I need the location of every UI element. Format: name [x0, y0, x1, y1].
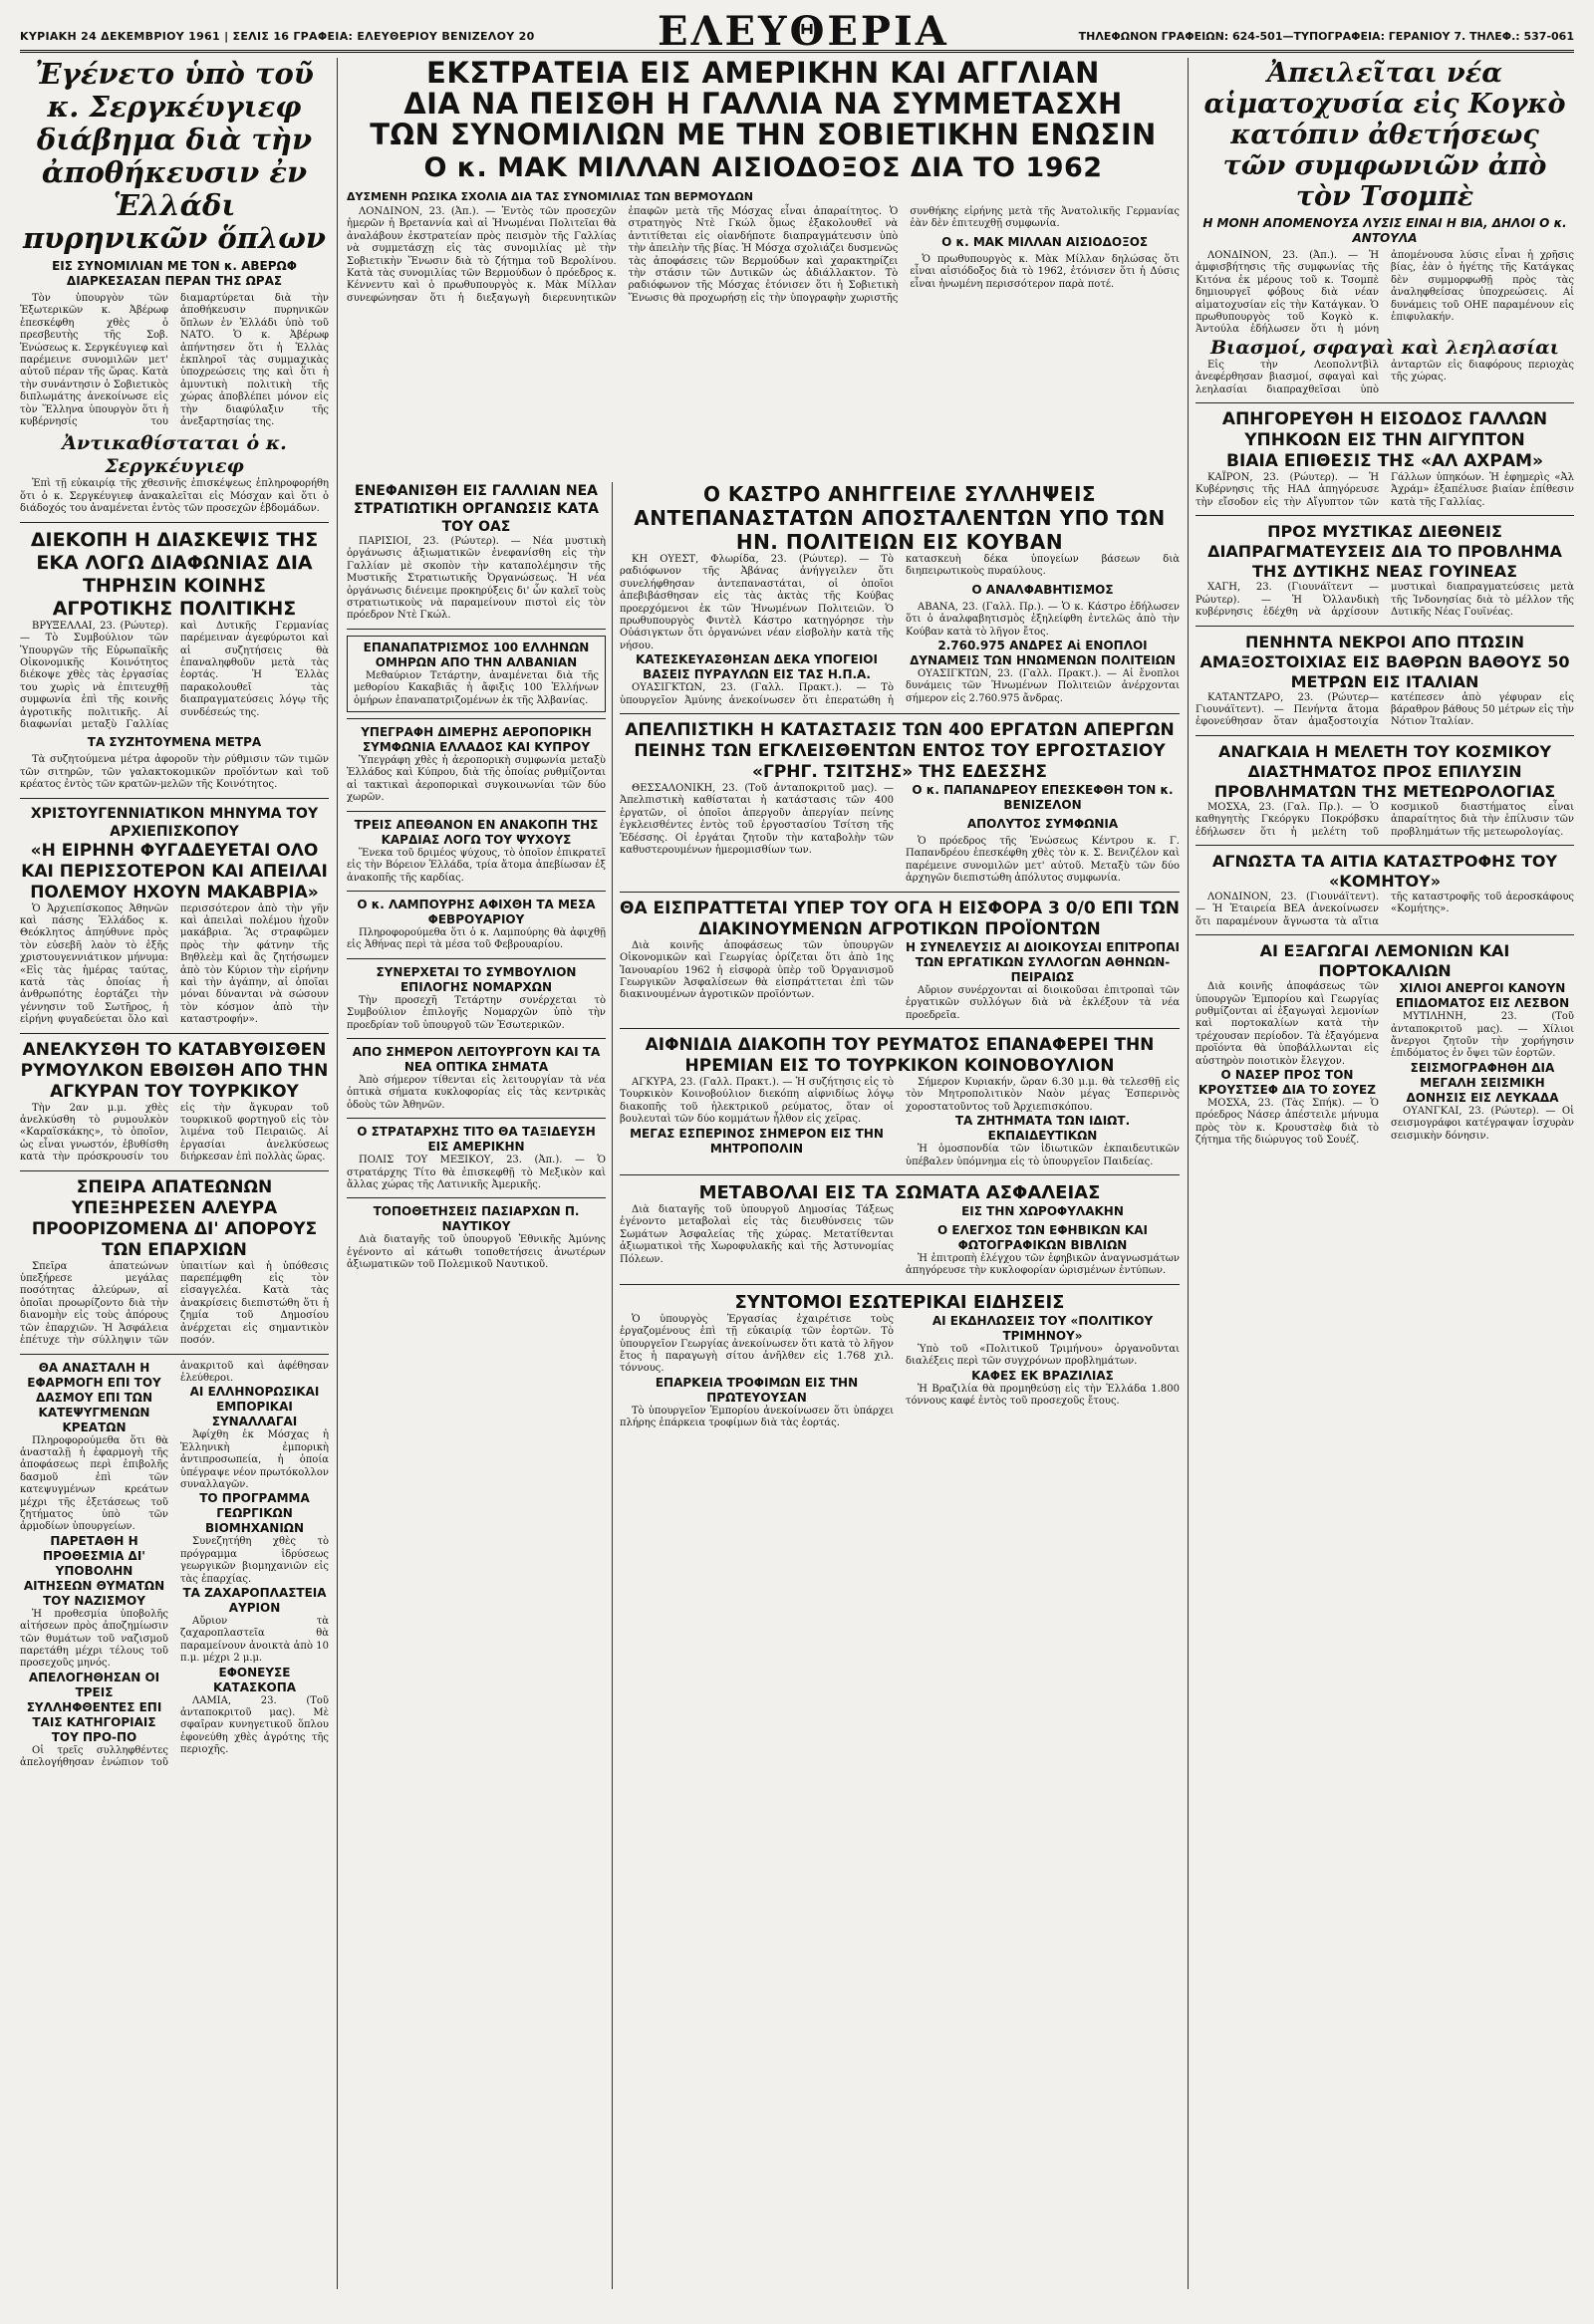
- newspaper-page: [20, 8, 1574, 2295]
- article-text: Διὰ διαταγῆς τοῦ ὑπουργοῦ Δημοσίας Τάξεως ἐγένοντο μεταβολαὶ εἰς τὰς διευθύνσεις τῶν Σωμάτων Ἀσφαλείας τῆς χώρας. Μετατίθενται ἀξιωματικοὶ τῆς Χωροφυλακῆς καὶ τῆς Ἀστυνομίας Πόλεων.: [620, 1203, 894, 1265]
- article-text: Αὔριον συνέρχονται αἱ διοικοῦσαι ἐπιτροπαὶ τῶν ἐργατικῶν συλλόγων διὰ νὰ ἐκλέξουν τὰ νέα προεδρεῖα.: [906, 984, 1180, 1021]
- article-text: ΛΑΜΙΑ, 23. (Τοῦ ἀνταποκριτοῦ μας). Μὲ σφαῖραν κυνηγετικοῦ ὅπλου ἐφονεύθη χθὲς ἀγρότης τῆς περιοχῆς.: [180, 1694, 329, 1756]
- article-text: ΧΑΓΗ, 23. (Γιουνάϊτεντ — Ρώυτερ). — Ἡ Ὀλλανδικὴ κυβέρνησις ἐδέχθη νὰ ἀρχίσουν μυστικαὶ διαπραγματεύσεις μετὰ τῆς Ἰνδονησίας διὰ τὸ μέλλον τῆς Δυτικῆς Νέας Γουϊνέας.: [1196, 582, 1574, 619]
- article-text: Ὁ πρόεδρος τῆς Ἑνώσεως Κέντρου κ. Γ. Παπανδρέου ἐπεσκέφθη χθὲς τὸν κ. Σ. Βενιζέλον καὶ παρέμεινε συνομιλῶν μετ' αὐτοῦ. Μεταξὺ τῶν δύο ἀρχηγῶν διεπιστώθη ἀπόλυτος συμφωνία.: [906, 836, 1180, 885]
- headline-congo: Ἀπειλεῖται νέα αἱματοχυσία εἰς Κογκὸ κατόπιν ἀθετήσεως τῶν συμφωνιῶν ἀπὸ τὸν Τσομπὲ: [1203, 58, 1566, 212]
- article-text: Ἀφίχθη ἐκ Μόσχας ἡ Ἑλληνικὴ ἐμπορικὴ ἀντιπροσωπεία, ἡ ὁποία ὑπέγραψε νέον πρωτόκολλον συναλλαγῶν.: [180, 1429, 329, 1490]
- headline-nazism-victims: ΠΑΡΕΤΑΘΗ Η ΠΡΟΘΕΣΜΙΑ ΔΙ' ΥΠΟΒΟΛΗΝ ΑΙΤΗΣΕΩΝ ΘΥΜΑΤΩΝ ΤΟΥ ΝΑΖΙΣΜΟΥ: [23, 1533, 165, 1608]
- article-text: Ἕνεκα τοῦ δριμέος ψύχους, τὸ ὁποῖον ἐπικρατεῖ εἰς τὴν Βόρειον Ἑλλάδα, τρία ἄτομα ἀπεβίωσαν ἐξ ἀνακοπῆς τῆς καρδίας.: [347, 847, 606, 884]
- main-banner: [347, 58, 1180, 305]
- article-text: ΚΑΤΑΝΤΖΑΡΟ, 23. (Ρώυτερ—Γιουνάϊτεντ). — Πενήντα ἄτομα ἐφονεύθησαν ὅταν ἀμαξοστοιχία κατέπεσεν ἀπὸ γέφυραν εἰς βάραθρον βάθους 50 μέτρων εἰς τὴν Νότιον Ἰταλίαν.: [1196, 691, 1574, 728]
- article-text: ΚΑΪΡΟΝ, 23. (Ρώυτερ). — Ἡ Κυβέρνησις τῆς ΗΑΔ ἀπηγόρευσε τὴν εἴσοδον εἰς τὴν Αἴγυπτον τῶν Γάλλων ὑπηκόων. Ἡ ἐφημερὶς «Ἀλ Ἀχράμ» ἐξαπέλυσε βιαίαν ἐπίθεσιν κατὰ τῆς Γαλλίας.: [1196, 472, 1574, 508]
- article-text: Ὑπὸ τοῦ «Πολιτικοῦ Τριμήνου» ὀργανοῦνται διαλέξεις περὶ τῶν συγχρόνων προβλημάτων.: [906, 1343, 1180, 1368]
- article-text: Μεθαύριον Τετάρτην, ἀναμένεται διὰ τῆς μεθορίου Κακαβιᾶς ἡ ἄφιξις 100 Ἑλλήνων ὁμήρων ἐπαναπατριζομένων ἐκ τῆς Ἀλβανίας.: [354, 669, 599, 706]
- article-text: Σήμερον Κυριακήν, ὥραν 6.30 μ.μ. θὰ τελεσθῇ εἰς τὸν Μητροπολιτικὸν Ναὸν μέγας Ἑσπερινὸς χοροστατοῦντος τοῦ Ἀρχιεπισκόπου.: [906, 1076, 1180, 1113]
- headline-tugboat: ΑΝΕΛΚΥΣΘΗ ΤΟ ΚΑΤΑΒΥΘΙΣΘΕΝ ΡΥΜΟΥΛΚΟΝ ΕΒΘΙΣΘΗ ΑΠΟ ΤΗΝ ΑΓΚΥΡΑΝ ΤΟΥ ΤΟΥΡΚΙΚΟΥ: [20, 1039, 329, 1102]
- article-text: ΠΑΡΙΣΙΟΙ, 23. (Ρώυτερ). — Νέα μυστικὴ ὀργάνωσις ἀξιωματικῶν ἐνεφανίσθη εἰς τὴν Γαλλίαν μὲ σκοπὸν τὴν καταπολέμησιν τῆς Μυστικῆς Στρατιωτικῆς Ὀργανώσεως. Ἡ νέα ὀργάνωσις διένειμε προκηρύξεις δι' ὧν καλεῖ τοὺς στρατιωτικοὺς νὰ παραμείνουν πιστοὶ εἰς τὸν πρόεδρον Ντὲ Γκώλ.: [347, 536, 606, 622]
- headline-labor-unions: Η ΣΥΝΕΛΕΥΣΙΣ ΑΙ ΔΙΟΙΚΟΥΣΑΙ ΕΠΙΤΡΟΠΑΙ ΤΩΝ ΕΡΓΑΤΙΚΩΝ ΣΥΛΛΟΓΩΝ ΑΘΗΝΩΝ-ΠΕΙΡΑΙΩΣ: [906, 939, 1180, 984]
- article-text: Τὴν 2αν μ.μ. χθὲς ἀνελκύσθη τὸ ρυμουλκὸν «Καραϊσκάκης», τὸ ὁποῖον, ὡς εἶναι γνωστόν, ἐβυθίσθη κατὰ τὴν πρόσκρουσίν του εἰς τὴν ἄγκυραν τοῦ τουρκικοῦ φορτηγοῦ εἰς τὸν λιμένα τοῦ Πειραιῶς. Αἱ ἐργασίαι ἀνελκύσεως διήρκεσαν ἐπὶ πολλὰς ὥρας.: [20, 1102, 329, 1163]
- headline-missile-bases: ΚΑΤΕΣΚΕΥΑΣΘΗΣΑΝ ΔΕΚΑ ΥΠΟΓΕΙΟΙ ΒΑΣΕΙΣ ΠΥΡΑΥΛΩΝ ΕΙΣ ΤΑΣ Η.Π.Α.: [636, 652, 878, 682]
- column-rule: [337, 58, 338, 2289]
- headline-security-changes: ΜΕΤΑΒΟΛΑΙ ΕΙΣ ΤΑ ΣΩΜΑΤΑ ΑΣΦΑΛΕΙΑΣ: [698, 1181, 1101, 1203]
- article-text: Ὁ ὑπουργὸς Ἐργασίας ἐχαιρέτισε τοὺς ἐργαζομένους ἐπὶ τῇ εὐκαιρίᾳ τῶν ἑορτῶν. Τὸ ὑπουργεῖον Γεωργίας ἀνεκοίνωσεν ὅτι κατὰ τὸ λῆγον ἔτος ἡ παραγωγὴ σίτου ἀνῆλθεν εἰς 1.768 χιλ. τόννους.: [620, 1313, 894, 1375]
- subheadline: ΕΙΣ ΣΥΝΟΜΙΛΙΑΝ ΜΕ ΤΟΝ κ. ΑΒΕΡΩΦ ΔΙΑΡΚΕΣΑΣΑΝ ΠΕΡΑΝ ΤΗΣ ΩΡΑΣ: [52, 259, 297, 288]
- subheadline: Η ΜΟΝΗ ΑΠΟΜΕΝΟΥΣΑ ΛΥΣΙΣ ΕΙΝΑΙ Η ΒΙΑ, ΔΗΛΟΙ Ο κ. ΑΝΤΟΥΛΑ: [1202, 216, 1567, 245]
- kicker-headline: Βιασμοί, σφαγαὶ καὶ λεηλασίαι: [1210, 336, 1559, 359]
- article-text: ΜΟΣΧΑ, 23. (Γαλ. Πρ.). — Ὁ καθηγητὴς Γκεόργκυ Ποκρόβσκυ ἐδήλωσεν ὅτι ἡ μελέτη τοῦ κοσμικοῦ διαστήματος εἶναι ἀπαραίτητος διὰ τὴν ἐπίλυσιν τῶν προβλημάτων τῆς μετεωρολογίας.: [1196, 801, 1574, 838]
- article-text: ΛΟΝΔΙΝΟΝ, 23. (Γιουνάϊτεντ). — Ἡ Ἑταιρεία BEA ἀνεκοίνωσεν ὅτι παραμένουν ἄγνωστα τὰ αἴτια τῆς καταστροφῆς τοῦ ἀεροσκάφους «Κομήτης».: [1196, 891, 1574, 927]
- headline-comet: ΑΓΝΩΣΤΑ ΤΑ ΑΙΤΙΑ ΚΑΤΑΣΤΡΟΦΗΣ ΤΟΥ «ΚΟΜΗΤΟΥ»: [1211, 851, 1558, 891]
- headline-meat-tariff: ΘΑ ΑΝΑΣΤΑΛΗ Η ΕΦΑΡΜΟΓΗ ΕΠΙ ΤΟΥ ΔΑΣΜΟΥ ΕΠΙ ΤΩΝ ΚΑΤΕΨΥΓΜΕΝΩΝ ΚΡΕΑΤΩΝ: [27, 1360, 161, 1434]
- subheadline: ΑΠΟΛΥΤΟΣ ΣΥΜΦΩΝΙΑ: [966, 817, 1119, 832]
- headline-traffic-signals: ΑΠΟ ΣΗΜΕΡΟΝ ΛΕΙΤΟΥΡΓΟΥΝ ΚΑΙ ΤΑ ΝΕΑ ΟΠΤΙΚΑ ΣΗΜΑΤΑ: [352, 1044, 601, 1074]
- headline-trade: ΑΙ ΕΛΛΗΝΟΡΩΣΙΚΑΙ ΕΜΠΟΡΙΚΑΙ ΣΥΝΑΛΛΑΓΑΙ: [189, 1385, 320, 1429]
- article-text: Ἀπὸ σήμερον τίθενται εἰς λειτουργίαν τὰ νέα ὀπτικὰ σήματα κυκλοφορίας εἰς τὰς κεντρικὰς ὁδοὺς τῶν Ἀθηνῶν.: [347, 1074, 606, 1111]
- headline-hostages: ΕΠΑΝΑΠΑΤΡΙΣΜΟΣ 100 ΕΛΛΗΝΩΝ ΟΜΗΡΩΝ ΑΠΟ ΤΗΝ ΑΛΒΑΝΙΑΝ: [363, 640, 590, 669]
- headline-lesbos: ΧΙΛΙΟΙ ΑΝΕΡΓΟΙ ΚΑΝΟΥΝ ΕΠΙΔΟΜΑΤΟΣ ΕΙΣ ΛΕΣΒΟΝ: [1395, 981, 1570, 1011]
- right-column: [1196, 58, 1574, 2289]
- subheadline: Ο κ. ΜΑΚ ΜΙΛΛΑΝ ΑΙΣΙΟΔΟΞΟΣ: [941, 234, 1149, 249]
- headline-food-supply: ΕΠΑΡΚΕΙΑ ΤΡΟΦΙΜΩΝ ΕΙΣ ΤΗΝ ΠΡΩΤΕΥΟΥΣΑΝ: [655, 1375, 859, 1405]
- banner-line-2: ΔΙΑ ΝΑ ΠΕΙΣΘΗ Η ΓΑΛΛΙΑ ΝΑ ΣΥΜΜΕΤΑΣΧΗ: [403, 87, 1123, 121]
- article-text: Τὴν προσεχῆ Τετάρτην συνέρχεται τὸ Συμβούλιον ἐπιλογῆς Νομαρχῶν ὑπὸ τὴν προεδρίαν τοῦ ὑπουργοῦ τῶν Ἐσωτερικῶν.: [347, 994, 606, 1031]
- article-text: ΠΟΛΙΣ ΤΟΥ ΜΕΞΙΚΟΥ, 23. (Ἀπ.). — Ὁ στρατάρχης Τίτο θὰ ἐπισκεφθῇ τὸ Μεξικὸν καὶ ἄλλας χώρας τῆς Λατινικῆς Ἀμερικῆς.: [347, 1155, 606, 1190]
- headline-turkish-parliament: ΑΙΦΝΙΔΙΑ ΔΙΑΚΟΠΗ ΤΟΥ ΡΕΥΜΑΤΟΣ ΕΠΑΝΑΦΕΡΕΙ ΤΗΝ ΗΡΕΜΙΑΝ ΕΙΣ ΤΟ ΤΟΥΡΚΙΚΟΝ ΚΟΙΝΟΒΟΥΛΙΟΝ: [645, 1034, 1155, 1076]
- article-text: ΑΒΑΝΑ, 23. (Γαλλ. Πρ.). — Ὁ κ. Κάστρο ἐδήλωσεν ὅτι ὁ ἀναλφαβητισμὸς ἐξηλείφθη ἐντελῶς ἀπὸ τὴν Κούβαν κατὰ τὸ λῆγον ἔτος.: [906, 601, 1180, 638]
- article-text: ΟΥΑΝΓΚΑΙ, 23. (Ρώυτερ). — Οἱ σεισμογράφοι κατέγραψαν ἰσχυρὰν σεισμικὴν δόνησιν.: [1391, 1105, 1574, 1142]
- article-text: Τὰ συζητούμενα μέτρα ἀφοροῦν τὴν ρύθμισιν τῶν τιμῶν τῶν σιτηρῶν, τῶν γαλακτοκομικῶν προϊόντων καὶ τοῦ κρέατος ἐντὸς τῶν κρατῶν-μελῶν τῆς Κοινότητος.: [20, 754, 329, 791]
- masthead-phones: ΤΗΛΕΦΩΝΟΝ ΓΡΑΦΕΙΩΝ: 624-501—ΤΥΠΟΓΡΑΦΕΙΑ: ΓΕΡΑΝΙΟΥ 7. ΤΗΛΕΦ.: 537-061: [1078, 30, 1574, 43]
- subheadline: Ο ΑΝΑΛΦΑΒΗΤΙΣΜΟΣ: [971, 582, 1114, 597]
- second-column: [347, 482, 606, 2289]
- headline-flour-fraud: ΣΠΕΙΡΑ ΑΠΑΤΕΩΝΩΝ ΥΠΕΞΗΡΕΣΕΝ ΑΛΕΥΡΑ ΠΡΟΟΡΙΖΟΜΕΝΑ ΔΙ' ΑΠΟΡΟΥΣ ΤΩΝ ΕΠΑΡΧΙΩΝ: [31, 1176, 318, 1260]
- newspaper-title: ΕΛΕΥΘΕΡΙΑ: [658, 8, 949, 55]
- headline-train-crash: ΠΕΝΗΝΤΑ ΝΕΚΡΟΙ ΑΠΟ ΠΤΩΣΙΝ ΑΜΑΞΟΣΤΟΙΧΙΑΣ ΕΙΣ ΒΑΘΡΩΝ ΒΑΘΟΥΣ 50 ΜΕΤΡΩΝ ΕΙΣ ΙΤΑΛΙΑΝ: [1199, 632, 1570, 691]
- article-text: Διὰ κοινῆς ἀποφάσεως τῶν ὑπουργῶν Οἰκονομικῶν καὶ Γεωργίας ὁρίζεται ὅτι ἀπὸ 1ης Ἰανουαρίου 1962 ἡ εἰσφορὰ ὑπὲρ τοῦ Ὀργανισμοῦ Γεωργικῶν Ἀσφαλίσεων θὰ εἰσπράττεται ἐπὶ τῶν διακινουμένων ἀγροτικῶν προϊόντων.: [620, 939, 894, 1001]
- headline-prefects: ΣΥΝΕΡΧΕΤΑΙ ΤΟ ΣΥΜΒΟΥΛΙΟΝ ΕΠΙΛΟΓΗΣ ΝΟΜΑΡΧΩΝ: [376, 964, 577, 994]
- headline-oas: ΕΝΕΦΑΝΙΣΘΗ ΕΙΣ ΓΑΛΛΙΑΝ ΝΕΑ ΣΤΡΑΤΙΩΤΙΚΗ ΟΡΓΑΝΩΣΙΣ ΚΑΤΑ ΤΟΥ ΟΑΣ: [354, 483, 599, 535]
- article-text: ΟΥΑΣΙΓΚΤΩΝ, 23. (Γαλλ. Πρακτ.). — Τὸ ὑπουργεῖον Ἀμύνης ἀνεκοίνωσεν ὅτι ἐπερατώθη ἡ κατασκευὴ δέκα ὑπογείων βάσεων διὰ διηπειρωτικοὺς πυραύλους.: [620, 554, 1180, 706]
- headline-cold-deaths: ΤΡΕΙΣ ΑΠΕΘΑΝΟΝ ΕΝ ΑΝΑΚΟΠΗ ΤΗΣ ΚΑΡΔΙΑΣ ΛΟΓΩ ΤΟΥ ΨΥΧΟΥΣ: [354, 817, 599, 847]
- headline-earthquake: ΣΕΙΣΜΟΓΡΑΦΗΘΗ ΔΙΑ ΜΕΓΑΛΗ ΣΕΙΣΜΙΚΗ ΔΟΝΗΣΙΣ ΕΙΣ ΛΕΥΚΑΔΑ: [1406, 1060, 1559, 1105]
- article-text: Σπεῖρα ἀπατεώνων ὑπεξήρεσε μεγάλας ποσότητας ἀλεύρων, αἱ ὁποῖαι προωρίζοντο διὰ τὴν διανομὴν εἰς τοὺς ἀπόρους τῶν ἐπαρχιῶν. Ἡ Ἀσφάλεια ἐπέτυχε τὴν σύλληψιν τῶν ὑπαιτίων καὶ ἡ ὑπόθεσις παρεπέμφθη εἰς τὸν εἰσαγγελέα. Κατὰ τὰς ἀνακρίσεις διεπιστώθη ὅτι ἡ ζημία τοῦ Δημοσίου ἀνέρχεται εἰς σημαντικὸν ποσόν.: [20, 1260, 329, 1347]
- article-text: Ἡ ἐπιτροπὴ ἐλέγχου τῶν ἐφηβικῶν ἀναγνωσμάτων ἀπηγόρευσε τὴν κυκλοφορίαν ὡρισμένων ἐντύπων.: [906, 1252, 1180, 1277]
- headline-oga: ΘΑ ΕΙΣΠΡΑΤΤΕΤΑΙ ΥΠΕΡ ΤΟΥ ΟΓΑ Η ΕΙΣΦΟΡΑ 3 0/0 ΕΠΙ ΤΩΝ ΔΙΑΚΙΝΟΥΜΕΝΩΝ ΑΓΡΟΤΙΚΩΝ ΠΡΟΪΟΝΤΩΝ: [620, 898, 1180, 939]
- headline-agri-industry: ΤΟ ΠΡΟΓΡΑΜΜΑ ΓΕΩΡΓΙΚΩΝ ΒΙΟΜΗΧΑΝΙΩΝ: [199, 1491, 310, 1536]
- article-text: Ὁ πρωθυπουργὸς κ. Μὰκ Μίλλαν δηλώσας ὅτι εἶναι αἰσιόδοξος διὰ τὸ 1962, ἐτόνισεν ὅτι ἡ Δύσις εἶναι ἠνωμένη περισσότερον παρὰ ποτέ.: [910, 253, 1180, 290]
- article-text: ΑΓΚΥΡΑ, 23. (Γαλλ. Πρακτ.). — Ἡ συζήτησις εἰς τὸ Τουρκικὸν Κοινοβούλιον διεκόπη αἰφνιδίως λόγῳ διακοπῆς τοῦ ἠλεκτρικοῦ ρεύματος, ὅταν οἱ βουλευταὶ τῶν δύο κομμάτων ἦλθον εἰς χεῖρας.: [620, 1076, 894, 1126]
- article-text: ΟΥΑΣΙΓΚΤΩΝ, 23. (Γαλλ. Πρακτ.). — Αἱ ἔνοπλοι δυνάμεις τῶν Ἡνωμένων Πολιτειῶν ἀνέρχονται σήμερον εἰς 2.760.975 ἄνδρας.: [906, 668, 1180, 704]
- headline-lambouris: Ο κ. ΛΑΜΠΟΥΡΗΣ ΑΦΙΧΘΗ ΤΑ ΜΕΣΑ ΦΕΒΡΟΥΑΡΙΟΥ: [357, 897, 596, 926]
- article-text: Εἰς τὴν Λεοπολντβὶλ ἀνεφέρθησαν βιασμοί, σφαγαὶ καὶ λεηλασίαι διαπραχθεῖσαι ὑπὸ ἀνταρτῶν εἰς διαφόρους περιοχὰς τῆς χώρας.: [1196, 359, 1574, 395]
- headline-domestic-news: ΣΥΝΤΟΜΟΙ ΕΣΩΤΕΡΙΚΑΙ ΕΙΔΗΣΕΙΣ: [734, 1291, 1065, 1313]
- headline-peace: «Η ΕΙΡΗΝΗ ΦΥΓΑΔΕΥΕΤΑΙ ΟΛΟ ΚΑΙ ΠΕΡΙΣΣΟΤΕΡΟΝ ΚΑΙ ΑΠΕΙΛΑΙ ΠΟΛΕΜΟΥ ΗΧΟΥΝ ΜΑΚΑΒΡΙΑ»: [21, 840, 328, 903]
- headline-al-ahram: ΒΙΑΙΑ ΕΠΙΘΕΣΙΣ ΤΗΣ «ΑΛ ΑΧΡΑΜ»: [1226, 451, 1543, 472]
- banner-line-4: Ο κ. ΜΑΚ ΜΙΛΛΑΝ ΑΙΣΙΟΔΟΞΟΣ ΔΙΑ ΤΟ 1962: [423, 152, 1103, 183]
- article-text: ΚΗ ΟΥΕΣΤ, Φλωρίδα, 23. (Ρώυτερ). — Τὸ ραδιόφωνον τῆς Ἀβάνας ἀνήγγειλεν ὅτι συνελήφθησαν ἀντεπαναστάται, οἱ ὁποῖοι ἀπεβιβάσθησαν εἰς τὰς ἀκτὰς τῆς Κούβας προερχόμενοι ἐκ τῶν Ἡνωμένων Πολιτειῶν. Ὁ πρωθυπουργὸς Φιντὲλ Κάστρο κατηγόρησε τὴν Οὐάσιγκτων ὅτι ὀργανώνει νέαν εἰσβολὴν κατὰ τῆς νήσου.: [620, 554, 894, 651]
- headline-coffee: ΚΑΦΕΣ ΕΚ ΒΡΑΖΙΛΙΑΣ: [971, 1368, 1114, 1383]
- headline-space-research: ΑΝΑΓΚΑΙΑ Η ΜΕΛΕΤΗ ΤΟΥ ΚΟΣΜΙΚΟΥ ΔΙΑΣΤΗΜΑΤΟΣ ΠΡΟΣ ΕΠΙΛΥΣΙΝ ΠΡΟΒΛΗΜΑΤΩΝ ΤΗΣ ΜΕΤΕΩΡΟΛΟΓΙΑΣ: [1213, 741, 1556, 801]
- article-text: Τὸ ὑπουργεῖον Ἐμπορίου ἀνεκοίνωσεν ὅτι ὑπάρχει πλήρης ἐπάρκεια τροφίμων διὰ τὰς ἑορτάς.: [620, 1405, 894, 1429]
- headline-propo: ΑΠΕΛΟΓΗΘΗΣΑΝ ΟΙ ΤΡΕΙΣ ΣΥΛΛΗΦΘΕΝΤΕΣ ΕΠΙ ΤΑΙΣ ΚΑΤΗΓΟΡΙΑΙΣ ΤΟΥ ΠΡΟ-ΠΟ: [26, 1670, 162, 1744]
- headline-political-quarterly: ΑΙ ΕΚΔΗΛΩΣΕΙΣ ΤΟΥ «ΠΟΛΙΤΙΚΟΥ ΤΡΙΜΗΝΟΥ»: [931, 1313, 1154, 1343]
- headline-armed-forces: 2.760.975 ΑΝΔΡΕΣ Αἱ ΕΝΟΠΛΟΙ ΔΥΝΑΜΕΙΣ ΤΩΝ ΗΝΩΜΕΝΩΝ ΠΟΛΙΤΕΙΩΝ: [910, 639, 1176, 668]
- column-rule: [1188, 58, 1189, 2289]
- headline-teachers: ΤΑ ΖΗΤΗΜΑΤΑ ΤΩΝ ΙΔΙΩΤ. ΕΚΠΑΙΔΕΥΤΙΚΩΝ: [954, 1114, 1131, 1144]
- article-text: Πληροφορούμεθα ὅτι ὁ κ. Λαμπούρης θὰ ἀφιχθῇ εἰς Ἀθήνας περὶ τὰ μέσα τοῦ Φεβρουαρίου.: [347, 926, 606, 951]
- article-text: Πληροφορούμεθα ὅτι θὰ ἀνασταλῇ ἡ ἐφαρμογὴ τῆς ἀποφάσεως περὶ ἐπιβολῆς δασμοῦ ἐπὶ τῶν κατεψυγμένων κρεάτων μέχρι τῆς ἐξετάσεως τοῦ ζητήματος ὑπὸ τῶν ἁρμοδίων ὑπουργείων.: [20, 1434, 168, 1533]
- left-column: [20, 58, 329, 2289]
- headline-new-guinea: ΠΡΟΣ ΜΥΣΤΙΚΑΣ ΔΙΕΘΝΕΙΣ ΔΙΑΠΡΑΓΜΑΤΕΥΣΕΙΣ ΔΙΑ ΤΟ ΠΡΟΒΛΗΜΑ ΤΗΣ ΔΥΤΙΚΗΣ ΝΕΑΣ ΓΟΥΙΝΕΑΣ: [1207, 522, 1562, 582]
- subheadline: ΤΑ ΣΥΖΗΤΟΥΜΕΝΑ ΜΕΤΡΑ: [87, 735, 262, 750]
- article-text: Ἡ προθεσμία ὑποβολῆς αἰτήσεων πρὸς ἀποζημίωσιν τῶν θυμάτων τοῦ ναζισμοῦ παρετάθη μέχρι τέλους τοῦ προσεχοῦς μηνός.: [20, 1608, 168, 1670]
- banner-line-1: ΕΚΣΤΡΑΤΕΙΑ ΕΙΣ ΑΜΕΡΙΚΗΝ ΚΑΙ ΑΓΓΛΙΑΝ: [426, 56, 1100, 90]
- headline-castro: Ο ΚΑΣΤΡΟ ΑΝΗΓΓΕΙΛΕ ΣΥΛΛΗΨΕΙΣ ΑΝΤΕΠΑΝΑΣΤΑΤΩΝ ΑΠΟΣΤΑΛΕΝΤΩΝ ΥΠΟ ΤΩΝ ΗΝ. ΠΟΛΙΤΕΙΩΝ ΕΙΣ ΚΟΥΒΑΝ: [634, 482, 1166, 554]
- headline-navy: ΤΟΠΟΘΕΤΗΣΕΙΣ ΠΑΣΙΑΡΧΩΝ Π. ΝΑΥΤΙΚΟΥ: [373, 1204, 580, 1234]
- article-text: ΜΥΤΙΛΗΝΗ, 23. (Τοῦ ἀνταποκριτοῦ μας). — Χίλιοι ἄνεργοι ζητοῦν τὴν χορήγησιν ἐπιδόματος ἐν ὄψει τῶν ἑορτῶν.: [1391, 1011, 1574, 1060]
- article-text: ΛΟΝΔΙΝΟΝ, 23. (Ἀπ.). — Ἐντὸς τῶν προσεχῶν ἡμερῶν ἡ Βρεταννία καὶ αἱ Ἡνωμέναι Πολιτεῖαι θὰ ἀναλάβουν ἐκστρατείαν πρὸς πεισμὸν τῆς Γαλλίας νὰ συμμετάσχῃ εἰς τὰς συνομιλίας μὲ τὴν Σοβιετικὴν Ἕνωσιν διὰ τὸ ζήτημα τοῦ Βερολίνου. Κατὰ τὰς συνομιλίας τῶν Βερμούδων ὁ πρόεδρος κ. Κέννεντυ καὶ ὁ πρωθυπουργὸς κ. Μὰκ Μίλλαν συνεφώνησαν ὅτι ἡ διεξαγωγὴ διερευνητικῶν ἐπαφῶν μετὰ τῆς Μόσχας εἶναι ἀπαραίτητος. Ὁ στρατηγὸς Ντὲ Γκώλ ὅμως ἐξακολουθεῖ νὰ ἀντιτίθεται εἰς οἱανδήποτε διαπραγμάτευσιν ὑπὸ τὴν ἀπειλὴν τῆς βίας. Ἡ Μόσχα σχολιάζει δυσμενῶς τὰς ἀποφάσεις τῶν Βερμούδων καὶ χαρακτηρίζει τὴν στάσιν τῶν Δυτικῶν ὡς ἀδιάλλακτον. Τὸ ραδιόφωνον τῆς Μόσχας ἐτόνισεν ὅτι ἡ Σοβιετικὴ Ἕνωσις θὰ προχωρήσῃ εἰς τὴν ὑπογραφὴν χωριστῆς συνθήκης εἰρήνης μετὰ τῆς Ἀνατολικῆς Γερμανίας ἐὰν δὲν ἐπιτευχθῇ συμφωνία.: [347, 206, 1180, 304]
- headline-papandreou: Ο κ. ΠΑΠΑΝΔΡΕΟΥ ΕΠΕΣΚΕΦΘΗ ΤΟΝ κ. ΒΕΝΙΖΕΛΟΝ: [912, 783, 1174, 813]
- headline-hunger-strike: ΑΠΕΛΠΙΣΤΙΚΗ Η ΚΑΤΑΣΤΑΣΙΣ ΤΩΝ 400 ΕΡΓΑΤΩΝ ΑΠΕΡΓΩΝ ΠΕΙΝΗΣ ΤΩΝ ΕΓΚΛΕΙΣΘΕΝΤΩΝ ΕΝΤΟΣ ΤΟΥ ΕΡΓΟΣΤΑΣΙΟΥ «ΓΡΗΓ. ΤΣΙΤΣΗΣ» ΤΗΣ ΕΔΕΣΣΗΣ: [625, 720, 1175, 783]
- article-text: Ἡ ὁμοσπονδία τῶν ἰδιωτικῶν ἐκπαιδευτικῶν ὑπέβαλεν ὑπόμνημα εἰς τὸ ὑπουργεῖον Παιδείας.: [906, 1144, 1180, 1167]
- article-text: Αὔριον τὰ ζαχαροπλαστεῖα θὰ παραμείνουν ἀνοικτὰ ἀπὸ 10 π.μ. μέχρι 2 μ.μ.: [180, 1615, 329, 1665]
- article-text: Διὰ κοινῆς ἀποφάσεως τῶν ὑπουργῶν Ἐμπορίου καὶ Γεωργίας ρυθμίζονται αἱ ἐξαγωγαὶ λεμονίων καὶ πορτοκαλίων κατὰ τὴν τρέχουσαν περίοδον. Τὰ ἐξαγόμενα προϊόντα θὰ ὑποβάλλωνται εἰς αὐστηρὸν ποιοτικὸν ἔλεγχον.: [1196, 981, 1379, 1067]
- headline-air-agreement: ΥΠΕΓΡΑΦΗ ΔΙΜΕΡΗΣ ΑΕΡΟΠΟΡΙΚΗ ΣΥΜΦΩΝΙΑ ΕΛΛΑΔΟΣ ΚΑΙ ΚΥΠΡΟΥ: [361, 725, 592, 755]
- article-text: ΘΕΣΣΑΛΟΝΙΚΗ, 23. (Τοῦ ἀνταποκριτοῦ μας). — Ἀπελπιστικὴ καθίσταται ἡ κατάστασις τῶν 400 ἐργατῶν, οἱ ὁποῖοι ἀπεργοῦν ἀπεργίαν πείνης ἐγκλεισθέντες ἐντὸς τοῦ ἐργοστασίου Τσίτση τῆς Ἐδέσσης. Οἱ ἐργάται ζητοῦν τὴν καταβολὴν τῶν καθυστερουμένων ἡμερομισθίων των.: [620, 783, 894, 857]
- headline-tito: Ο ΣΤΡΑΤΑΡΧΗΣ ΤΙΤΟ ΘΑ ΤΑΞΙΔΕΥΣΗ ΕΙΣ ΑΜΕΡΙΚΗΝ: [357, 1125, 596, 1155]
- third-column: [620, 482, 1180, 2289]
- headline-vespers: ΜΕΓΑΣ ΕΣΠΕΡΙΝΟΣ ΣΗΜΕΡΟΝ ΕΙΣ ΤΗΝ ΜΗΤΡΟΠΟΛΙΝ: [630, 1126, 884, 1156]
- article-text: ΒΡΥΞΕΛΛΑΙ, 23. (Ρώυτερ). — Τὸ Συμβούλιον τῶν Ὑπουργῶν τῆς Εὐρωπαϊκῆς Οἰκονομικῆς Κοινότητος διέκοψε χθὲς τὰς ἐργασίας του χωρὶς νὰ ἐπιτευχθῇ συμφωνία ἐπὶ τῆς κοινῆς ἀγροτικῆς πολιτικῆς. Αἱ διαφωνίαι μεταξὺ Γαλλίας καὶ Δυτικῆς Γερμανίας παρέμειναν ἀγεφύρωτοι καὶ αἱ συζητήσεις θὰ ἐπαναληφθοῦν μετὰ τὰς ἑορτάς. Ἡ Ἑλλὰς παρακολουθεῖ τὰς διαπραγματεύσεις λόγῳ τῆς συνδέσεώς της.: [20, 620, 329, 730]
- article-text: ΜΟΣΧΑ, 23. (Τὰς Σπήκ). — Ὁ πρόεδρος Νάσερ ἀπέστειλε μήνυμα πρὸς τὸν κ. Κρουστσὲφ διὰ τὸ ζήτημα τῆς διώρυγος τοῦ Σουέζ.: [1196, 1098, 1379, 1147]
- masthead: [20, 8, 1574, 55]
- headline-books-control: Ο ΕΛΕΓΧΟΣ ΤΩΝ ΕΦΗΒΙΚΩΝ ΚΑΙ ΦΩΤΟΓΡΑΦΙΚΩΝ ΒΙΒΛΙΩΝ: [937, 1222, 1148, 1252]
- headline-lamia: ΕΦΟΝΕΥΣΕ ΚΑΤΑΣΚΟΠΑ: [212, 1665, 297, 1694]
- article-text: Ὑπεγράφη χθὲς ἡ ἀεροπορικὴ συμφωνία μεταξὺ Ἑλλάδος καὶ Κύπρου, διὰ τῆς ὁποίας ρυθμίζονται αἱ τακτικαὶ ἀεροπορικαὶ συγκοινωνίαι τῶν δύο χωρῶν.: [347, 755, 606, 804]
- article-text: Ὁ Ἀρχιεπίσκοπος Ἀθηνῶν καὶ πάσης Ἑλλάδος κ. Θεόκλητος ἀπηύθυνε πρὸς τὸν εὐσεβῆ λαὸν τὸ ἑξῆς χριστουγεννιάτικον μήνυμα: «Εἰς τὰς ἡμέρας ταύτας, κατὰ τὰς ὁποίας ἡ ἀνθρωπότης ἑορτάζει τὴν γέννησιν τοῦ Σωτῆρος, ἡ εἰρήνη φυγαδεύεται ὅλο καὶ περισσότερον ἀπὸ τὴν γῆν καὶ ἀπειλαὶ πολέμου ἠχοῦν μακάβρια. Ἂς στραφῶμεν πρὸς τὴν φάτνην τῆς Βηθλεὲμ καὶ ἂς ζητήσωμεν ἀπὸ τὸν Κύριον τὴν εἰρήνην καὶ τὴν ἀγάπην, αἱ ὁποῖαι μόναι δύνανται νὰ σώσουν τὸν κόσμον ἀπὸ τὴν καταστροφήν».: [20, 903, 329, 1026]
- headline-nasser: Ο ΝΑΣΕΡ ΠΡΟΣ ΤΟΝ ΚΡΟΥΣΤΣΕΦ ΔΙΑ ΤΟ ΣΟΥΕΖ: [1198, 1068, 1376, 1097]
- headline-christmas-message: ΧΡΙΣΤΟΥΓΕΝΝΙΑΤΙΚΟΝ ΜΗΝΥΜΑ ΤΟΥ ΑΡΧΙΕΠΙΣΚΟΠΟΥ: [30, 805, 319, 840]
- article-text: Οἱ τρεῖς συλληφθέντες ἀπελογήθησαν ἐνώπιον τοῦ ἀνακριτοῦ καὶ ἀφέθησαν ἐλεύθεροι.: [20, 1360, 329, 1769]
- article-text: Ἐπὶ τῇ εὐκαιρίᾳ τῆς χθεσινῆς ἐπισκέψεως ἐπληροφορήθη ὅτι ὁ κ. Σεργκέυγιεφ ἀνακαλεῖται εἰς Μόσχαν καὶ ὅτι ὁ διάδοχός του ἀναμένεται ἐντὸς τῶν προσεχῶν ἑβδομάδων.: [20, 478, 329, 515]
- article-text: Ἡ Βραζιλία θὰ προμηθεύσῃ εἰς τὴν Ἑλλάδα 1.800 τόννους καφέ ἐντὸς τοῦ προσεχοῦς ἔτους.: [906, 1383, 1180, 1407]
- headline-pastry-shops: ΤΑ ΖΑΧΑΡΟΠΛΑΣΤΕΙΑ ΑΥΡΙΟΝ: [182, 1585, 327, 1615]
- kicker-headline: Ἀντικαθίσταται ὁ κ. Σεργκέυγιεφ: [62, 432, 287, 478]
- banner-subheadline: ΔΥΣΜΕΝΗ ΡΩΣΙΚΑ ΣΧΟΛΙΑ ΔΙΑ ΤΑΣ ΣΥΝΟΜΙΛΙΑΣ ΤΩΝ ΒΕΡΜΟΥΔΩΝ: [347, 190, 753, 203]
- column-rule: [612, 482, 613, 2289]
- subheadline: ΕΙΣ ΤΗΝ ΧΩΡΟΦΥΛΑΚΗΝ: [961, 1203, 1124, 1218]
- headline-citrus-exports: ΑΙ ΕΞΑΓΩΓΑΙ ΛΕΜΟΝΙΩΝ ΚΑΙ ΠΟΡΤΟΚΑΛΙΩΝ: [1259, 941, 1510, 981]
- article-text: Τὸν ὑπουργὸν τῶν Ἐξωτερικῶν κ. Ἀβέρωφ ἐπεσκέφθη χθὲς ὁ πρεσβευτὴς τῆς Σοβ. Ἑνώσεως κ. Σεργκέυγιεφ καὶ παρέμεινε συνομιλῶν μετ' αὐτοῦ πέραν τῆς ὥρας. Κατὰ τὴν συνάντησιν ὁ Σοβιετικὸς διπλωμάτης ἀνεκοίνωσε εἰς τὸν Ἕλληνα ὑπουργὸν ὅτι ἡ κυβέρνησίς του διαμαρτύρεται διὰ τὴν ἀποθήκευσιν πυρηνικῶν ὅπλων ἐν Ἑλλάδι ὑπὸ τοῦ ΝΑΤΟ. Ὁ κ. Ἀβέρωφ ἀπήντησεν ὅτι ἡ Ἑλλὰς ἐκπληροῖ τὰς συμμαχικὰς ὑποχρεώσεις της καὶ ὅτι ἡ ἀμυντικὴ πολιτικὴ τῆς χώρας ἀποβλέπει μόνον εἰς τὴν διαφύλαξιν τῆς ἀνεξαρτησίας της.: [20, 293, 329, 428]
- article-text: Συνεζητήθη χθὲς τὸ πρόγραμμα ἱδρύσεως γεωργικῶν βιομηχανιῶν εἰς τὰς ἐπαρχίας.: [180, 1536, 329, 1585]
- banner-line-3: ΤΩΝ ΣΥΝΟΜΙΛΙΩΝ ΜΕ ΤΗΝ ΣΟΒΙΕΤΙΚΗΝ ΕΝΩΣΙΝ: [370, 118, 1157, 151]
- headline-egypt: ΑΠΗΓΟΡΕΥΘΗ Η ΕΙΣΟΔΟΣ ΓΑΛΛΩΝ ΥΠΗΚΟΩΝ ΕΙΣ ΤΗΝ ΑΙΓΥΠΤΟΝ: [1221, 409, 1548, 451]
- article-text: ΛΟΝΔΙΝΟΝ, 23. (Ἀπ.). — Ἡ ἀμφισβήτησις τῆς συμφωνίας τῆς Κιτόνα ἐκ μέρους τοῦ κ. Τσομπὲ δημιουργεῖ φόβους διὰ νέαν αἱματοχυσίαν εἰς τὴν Κατάγκαν. Ὁ πρωθυπουργὸς τοῦ Κογκὸ κ. Ἀντούλα ἐδήλωσεν ὅτι ἡ μόνη ἀπομένουσα λύσις εἶναι ἡ χρῆσις βίας, ἐὰν ὁ ἡγέτης τῆς Κατάγκας δὲν συμμορφωθῇ πρὸς τὰς ἀναληφθείσας ὑποχρεώσεις. Αἱ δυνάμεις τοῦ ΟΗΕ παραμένουν εἰς ἐπιφυλακήν.: [1196, 250, 1574, 336]
- headline-eec: ΔΙΕΚΟΠΗ Η ΔΙΑΣΚΕΨΙΣ ΤΗΣ ΕΚΑ ΛΟΓΩ ΔΙΑΦΩΝΙΑΣ ΔΙΑ ΤΗΡΗΣΙΝ ΚΟΙΝΗΣ ΑΓΡΟΤΙΚΗΣ ΠΟΛΙΤΙΚΗΣ: [30, 528, 319, 620]
- headline-nuclear-weapons: Ἐγένετο ὑπὸ τοῦ κ. Σεργκέυγιεφ διάβημα διὰ τὴν ἀποθήκευσιν ἐν Ἑλλάδι πυρηνικῶν ὅπλων: [22, 58, 327, 255]
- masthead-date: ΚΥΡΙΑΚΗ 24 ΔΕΚΕΜΒΡΙΟΥ 1961 | ΣΕΛΙΣ 16 ΓΡΑΦΕΙΑ: ΕΛΕΥΘΕΡΙΟΥ ΒΕΝΙΖΕΛΟΥ 20: [20, 30, 535, 43]
- article-text: Διὰ διαταγῆς τοῦ ὑπουργοῦ Ἐθνικῆς Ἀμύνης ἐγένοντο αἱ κάτωθι τοποθετήσεις ἀνωτέρων ἀξιωματικῶν τοῦ Πολεμικοῦ Ναυτικοῦ.: [347, 1234, 606, 1271]
